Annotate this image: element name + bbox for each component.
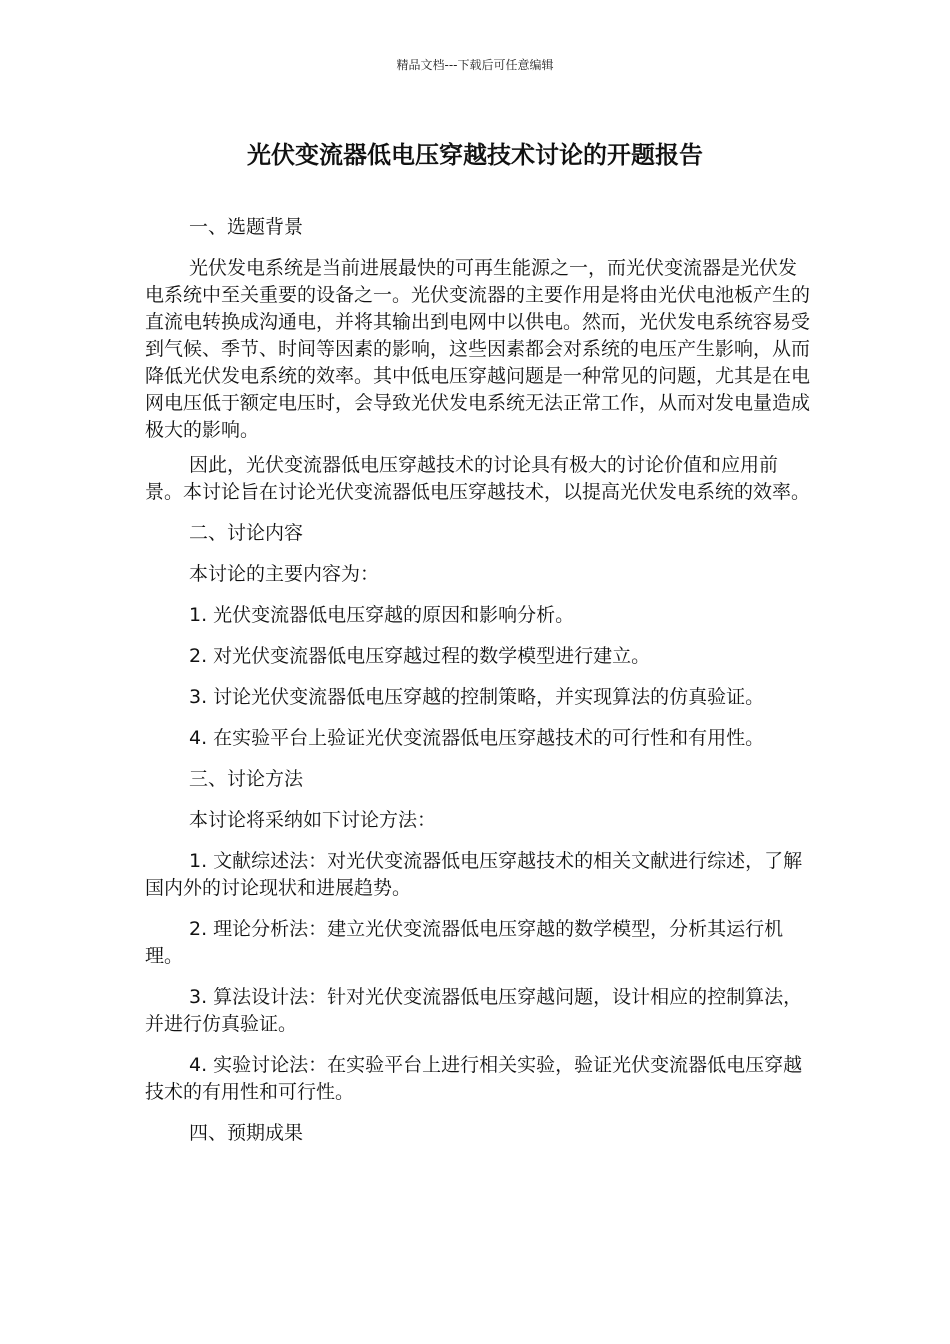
methods-item-4: 4. 实验讨论法：在实验平台上进行相关实验，验证光伏变流器低电压穿越技术的有用性和可行性。 bbox=[145, 1054, 803, 1103]
background-paragraph-2: 因此，光伏变流器低电压穿越技术的讨论具有极大的讨论价值和应用前景。本讨论旨在讨论光伏变流器低电压穿越技术，以提高光伏发电系统的效率。 bbox=[145, 454, 811, 503]
section-heading-methods: 三、讨论方法 bbox=[189, 768, 304, 790]
document-body bbox=[145, 214, 810, 1161]
content-item-4: 4. 在实验平台上验证光伏变流器低电压穿越技术的可行性和有用性。 bbox=[189, 727, 765, 749]
content-item-2: 2. 对光伏变流器低电压穿越过程的数学模型进行建立。 bbox=[189, 645, 651, 667]
content-item-1: 1. 光伏变流器低电压穿越的原因和影响分析。 bbox=[189, 604, 575, 626]
methods-intro: 本讨论将采纳如下讨论方法： bbox=[189, 809, 437, 831]
section-heading-content: 二、讨论内容 bbox=[189, 522, 304, 544]
methods-item-2: 2. 理论分析法：建立光伏变流器低电压穿越的数学模型，分析其运行机理。 bbox=[145, 918, 784, 967]
content-intro: 本讨论的主要内容为： bbox=[189, 563, 380, 585]
section-heading-results: 四、预期成果 bbox=[189, 1122, 304, 1144]
section-heading-background: 一、选题背景 bbox=[189, 216, 304, 238]
document-title: 光伏变流器低电压穿越技术讨论的开题报告 bbox=[247, 141, 703, 169]
background-paragraph-1: 光伏发电系统是当前进展最快的可再生能源之一，而光伏变流器是光伏发电系统中至关重要的设备之一。光伏变流器的主要作用是将由光伏电池板产生的直流电转换成沟通电，并将其输出到电网中以供电。然而，光伏发电系统容易受到气候、季节、时间等因素的影响，这些因素都会对系统的电压产生影响，从而降低光伏发电系统的效率。其中低电压穿越问题是一种常见的问题，尤其是在电网电压低于额定电压时，会导致光伏发电系统无法正常工作，从而对发电量造成极大的影响。 bbox=[145, 257, 811, 441]
methods-item-3: 3. 算法设计法：针对光伏变流器低电压穿越问题，设计相应的控制算法，并进行仿真验证。 bbox=[145, 986, 803, 1035]
page-header-watermark: 精品文档---下载后可任意编辑 bbox=[396, 58, 554, 72]
methods-item-1: 1. 文献综述法：对光伏变流器低电压穿越技术的相关文献进行综述，了解国内外的讨论现状和进展趋势。 bbox=[145, 850, 803, 899]
content-item-3: 3. 讨论光伏变流器低电压穿越的控制策略，并实现算法的仿真验证。 bbox=[189, 686, 765, 708]
